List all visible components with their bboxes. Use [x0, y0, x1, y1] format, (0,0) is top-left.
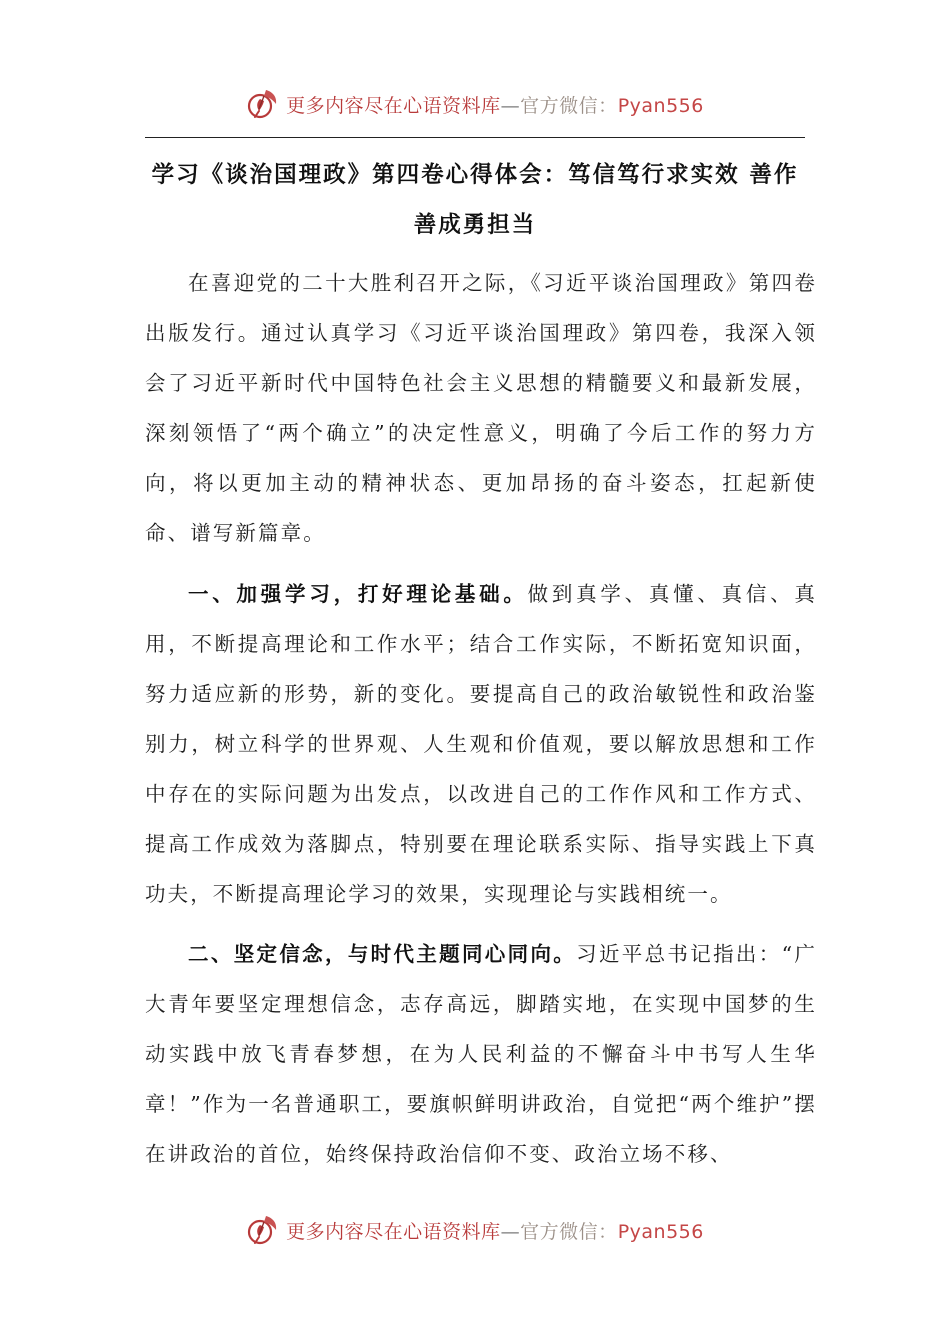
document-title: 学习《谈治国理政》第四卷心得体会：笃信笃行求实效 善作善成勇担当	[151, 162, 799, 238]
paragraph-text	[145, 569, 817, 919]
paragraph-section-2	[145, 929, 817, 1179]
paragraph-section-1	[145, 569, 817, 919]
paragraph-lead: 一、加强学习，打好理论基础。	[188, 582, 528, 606]
quill-pen-logo-icon	[246, 87, 280, 121]
paragraph-text	[145, 929, 817, 1179]
paragraph-body: 在喜迎党的二十大胜利召开之际，《习近平谈治国理政》第四卷出版发行。通过认真学习《习近平谈治国理政》第四卷，我深入领会了习近平新时代中国特色社会主义思想的精髓要义和最新发展，深刻领悟了“两个确立”的决定性意义，明确了今后工作的努力方向，将以更加主动的精神状态、更加昂扬的奋斗姿态，扛起新使命、谱写新篇章。	[145, 271, 817, 545]
paragraph-body: 做到真学、真懂、真信、真用，不断提高理论和工作水平；结合工作实际，不断拓宽知识面，努力适应新的形势，新的变化。要提高自己的政治敏锐性和政治鉴别力，树立科学的世界观、人生观和价值观，要以解放思想和工作中存在的实际问题为出发点，以改进自己的工作作风和工作方式、提高工作成效为落脚点，特别要在理论联系实际、指导实践上下真功夫，不断提高理论学习的效果，实现理论与实践相统一。	[145, 582, 817, 906]
header-brand-text: 更多内容尽在心语资料库—官方微信：Pyan556	[286, 94, 704, 117]
header-divider	[145, 137, 805, 138]
page-header	[0, 84, 950, 124]
paragraph-text	[145, 258, 817, 558]
page-footer	[0, 1210, 950, 1250]
paragraph-body: 习近平总书记指出：“广大青年要坚定理想信念，志存高远，脚踏实地，在实现中国梦的生动实践中放飞青春梦想，在为人民利益的不懈奋斗中书写人生华章！”作为一名普通职工，要旗帜鲜明讲政治，自觉把“两个维护”摆在讲政治的首位，始终保持政治信仰不变、政治立场不移、	[145, 942, 817, 1166]
paragraph-intro	[145, 258, 817, 558]
footer-brand	[246, 1213, 704, 1247]
footer-brand-text: 更多内容尽在心语资料库—官方微信：Pyan556	[286, 1220, 704, 1243]
paragraph-lead: 二、坚定信念，与时代主题同心同向。	[188, 942, 577, 966]
quill-pen-logo-icon	[246, 1213, 280, 1247]
header-brand	[246, 87, 704, 121]
